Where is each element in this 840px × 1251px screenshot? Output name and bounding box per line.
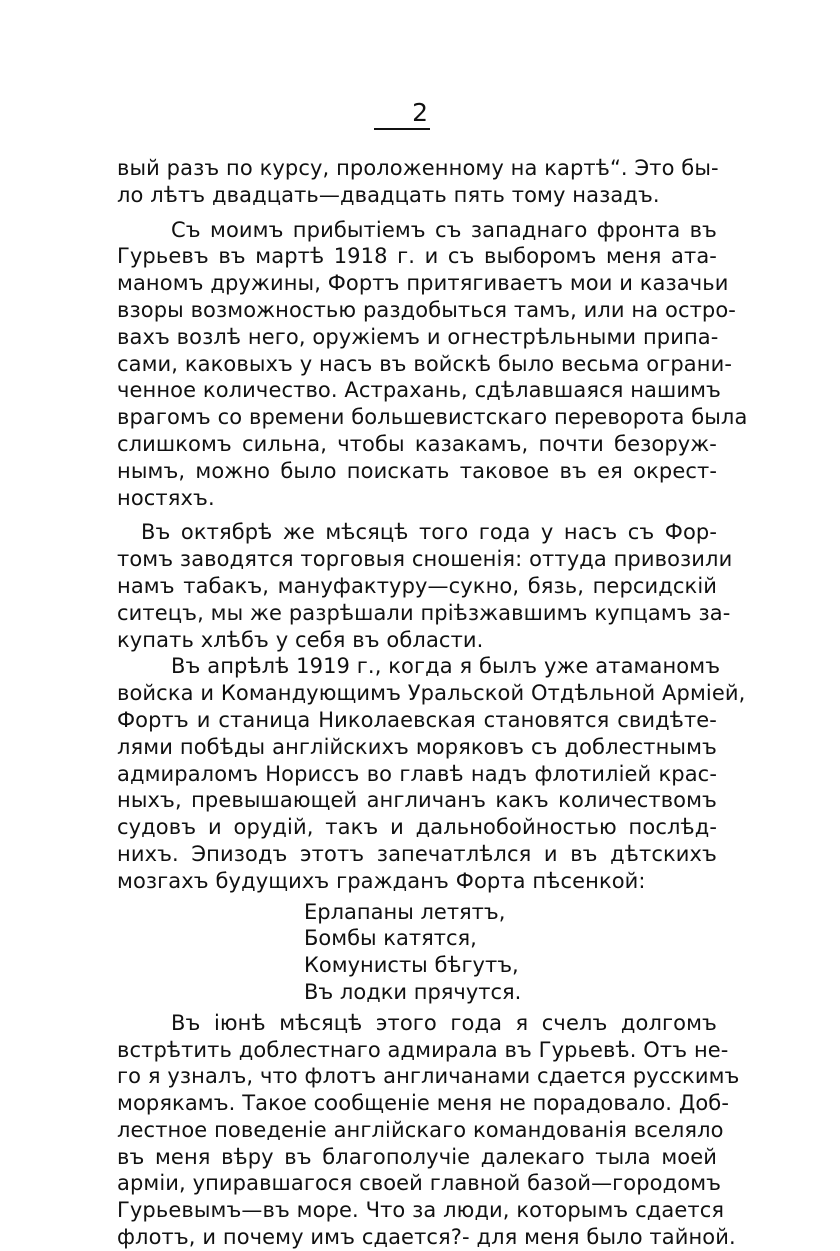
- text-line: лестное поведеніе англійскаго командованія вселяло: [117, 1117, 724, 1142]
- poem-line: Ерлапаны летятъ,: [304, 899, 506, 924]
- text-line: арміи, упиравшагося своей главной базой—городомъ: [117, 1171, 722, 1196]
- text-line: флотъ, и почему имъ сдается?- для меня было тайной.: [117, 1225, 736, 1250]
- text-line: вый разъ по курсу, проложенному на картѣ“. Это бы-: [117, 156, 719, 180]
- text-line: Фортъ и станица Николаевская становятся свидѣте-: [117, 707, 717, 732]
- text-line: мозгахъ будущихъ гражданъ Форта пѣсенкой:: [117, 868, 646, 893]
- text-line: томъ заводятся торговыя сношенія: оттуда привозили: [117, 547, 733, 572]
- text-line: Въ іюнѣ мѣсяцѣ этого года я счелъ долгомъ: [171, 1010, 717, 1035]
- text-line: маномъ дружины, Фортъ притягиваетъ мои и казачьи: [117, 271, 729, 296]
- text-line: морякамъ. Такое сообщеніе меня не порадовало. Доб-: [117, 1091, 730, 1116]
- text-line: ченное количество. Астрахань, сдѣлавшаяся нашимъ: [117, 378, 721, 403]
- text-line: вахъ возлѣ него, оружіемъ и огнестрѣльными припа-: [117, 324, 719, 349]
- text-line: Въ октябрѣ же мѣсяцѣ того года у насъ съ Фор-: [141, 520, 717, 545]
- text-line: Гурьевъ въ мартѣ 1918 г. и съ выборомъ меня ата-: [117, 244, 717, 269]
- text-line: сами, каковыхъ у насъ въ войскѣ было весьма ограни-: [117, 351, 732, 376]
- text-line: намъ табакъ, мануфактуру—сукно, бязь, персидскій: [117, 573, 717, 598]
- text-line: слишкомъ сильна, чтобы казакамъ, почти безоруж-: [117, 431, 717, 456]
- text-line: ситецъ, мы же разрѣшали пріѣзжавшимъ купцамъ за-: [117, 600, 731, 625]
- page-number-container: [374, 99, 430, 127]
- paragraph: [117, 653, 746, 894]
- text-line: нымъ, можно было поискать таковое въ ея окрест-: [117, 458, 717, 483]
- body-text: [117, 155, 748, 1251]
- text-line: въ меня вѣру въ благополучіе далекаго тыла моей: [117, 1144, 717, 1169]
- paragraph: [117, 519, 733, 653]
- poem-line: Комунисты бѣгутъ,: [304, 953, 519, 978]
- text-line: ностяхъ.: [117, 485, 215, 510]
- page-number: 2: [412, 98, 428, 127]
- poem-line: Въ лодки прячутся.: [304, 979, 522, 1004]
- text-line: ло лѣтъ двадцать—двадцать пять тому назадъ.: [117, 182, 660, 207]
- paragraph: [117, 155, 717, 209]
- text-line: купать хлѣбъ у себя въ области.: [117, 627, 484, 652]
- text-line: Съ моимъ прибытіемъ съ западнаго фронта въ: [171, 217, 717, 242]
- text-line: Гурьевымъ—въ море. Что за люди, которымъ сдается: [117, 1198, 725, 1223]
- text-line: войска и Командующимъ Уральской Отдѣльной Арміей,: [117, 681, 746, 706]
- paragraph: [117, 1010, 740, 1251]
- text-line: лями побѣды англійскихъ моряковъ съ доблестнымъ: [117, 734, 717, 759]
- poem-verse: [117, 899, 717, 1006]
- paragraph: [117, 217, 748, 512]
- text-line: нихъ. Эпизодъ этотъ запечатлѣлся и въ дѣтскихъ: [117, 841, 717, 866]
- text-line: встрѣтить доблестнаго адмирала въ Гурьевѣ. Отъ не-: [117, 1037, 729, 1062]
- text-line: го я узналъ, что флотъ англичанами сдается русскимъ: [117, 1064, 740, 1089]
- text-line: Въ апрѣлѣ 1919 г., когда я былъ уже атаманомъ: [171, 654, 721, 679]
- text-line: адмираломъ Нориссъ во главѣ надъ флотиліей крас-: [117, 761, 717, 786]
- text-line: взоры возможностью раздобыться тамъ, или на остро-: [117, 297, 736, 322]
- text-line: судовъ и орудій, такъ и дальнобойностью послѣд-: [117, 815, 717, 840]
- text-line: ныхъ, превышающей англичанъ какъ количествомъ: [117, 788, 717, 813]
- page-number-rule: [374, 128, 430, 130]
- poem-line: Бомбы катятся,: [304, 926, 477, 951]
- text-line: врагомъ со времени большевистскаго переворота была: [117, 405, 748, 430]
